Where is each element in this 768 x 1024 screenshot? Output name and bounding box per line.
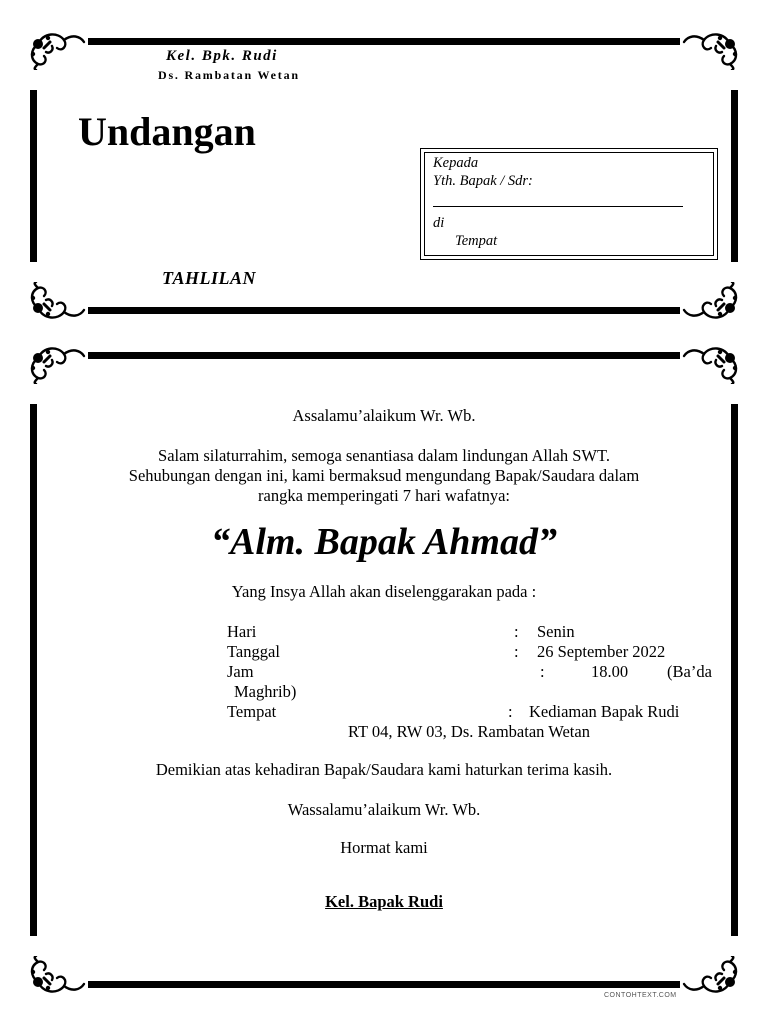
- frame-bottom: [88, 981, 680, 988]
- place-label: Tempat: [227, 702, 277, 721]
- ornament-corner-icon: [24, 282, 88, 324]
- ornament-corner-icon: [680, 282, 744, 324]
- invitation-title: Undangan: [78, 109, 256, 154]
- date-separator: :: [514, 642, 519, 661]
- closing-text: Demikian atas kehadiran Bapak/Saudara kami haturkan terima kasih.: [155, 760, 613, 779]
- frame-left: [30, 90, 37, 262]
- time-separator: :: [540, 662, 545, 681]
- address-place: Tempat: [455, 233, 498, 249]
- regards: Hormat kami: [340, 838, 428, 857]
- letter-card: [30, 352, 738, 988]
- ornament-corner-icon: [24, 342, 88, 384]
- address-box: [420, 148, 718, 260]
- event-name: TAHLILAN: [162, 268, 257, 288]
- intro-line: Sehubungan dengan ini, kami bermaksud mengundang Bapak/Saudara dalam: [128, 466, 640, 485]
- address-to: Kepada: [433, 155, 479, 171]
- place-separator: :: [508, 702, 513, 721]
- source-watermark: CONTOHTEXT.COM: [604, 992, 677, 999]
- frame-top: [88, 352, 680, 359]
- address-blank-line: [433, 206, 683, 207]
- time-note-cont: Maghrib): [234, 682, 297, 701]
- day-value: Senin: [537, 622, 575, 641]
- time-note: (Ba’da: [667, 662, 712, 681]
- frame-top: [88, 38, 680, 45]
- place-cont: RT 04, RW 03, Ds. Rambatan Wetan: [348, 722, 590, 741]
- schedule-intro: Yang Insya Allah akan diselenggarakan pada :: [231, 582, 537, 601]
- ornament-corner-icon: [24, 956, 88, 998]
- intro-line: Salam silaturrahim, semoga senantiasa dalam lindungan Allah SWT.: [158, 446, 610, 465]
- envelope-card: [30, 38, 738, 314]
- time-label: Jam: [227, 662, 254, 681]
- address-at: di: [433, 215, 445, 231]
- day-label: Hari: [227, 622, 257, 641]
- ornament-corner-icon: [24, 28, 88, 70]
- sender-village: Ds. Rambatan Wetan: [158, 68, 300, 82]
- ornament-corner-icon: [680, 342, 744, 384]
- ornament-corner-icon: [680, 956, 744, 998]
- honoree-name: “Alm. Bapak Ahmad”: [211, 521, 557, 563]
- greeting: Assalamu’alaikum Wr. Wb.: [292, 406, 476, 425]
- time-value: 18.00: [591, 662, 629, 681]
- farewell: Wassalamu’alaikum Wr. Wb.: [287, 800, 481, 819]
- address-recipient: Yth. Bapak / Sdr:: [433, 173, 533, 189]
- frame-right: [731, 90, 738, 262]
- sender-family: Kel. Bpk. Rudi: [166, 48, 278, 64]
- frame-bottom: [88, 307, 680, 314]
- day-separator: :: [514, 622, 519, 641]
- date-value: 26 September 2022: [537, 642, 666, 661]
- ornament-corner-icon: [680, 28, 744, 70]
- place-value: Kediaman Bapak Rudi: [529, 702, 680, 721]
- signature: Kel. Bapak Rudi: [325, 892, 443, 911]
- date-label: Tanggal: [227, 642, 280, 661]
- intro-line: rangka memperingati 7 hari wafatnya:: [258, 486, 510, 505]
- address-box-inner: [424, 152, 714, 256]
